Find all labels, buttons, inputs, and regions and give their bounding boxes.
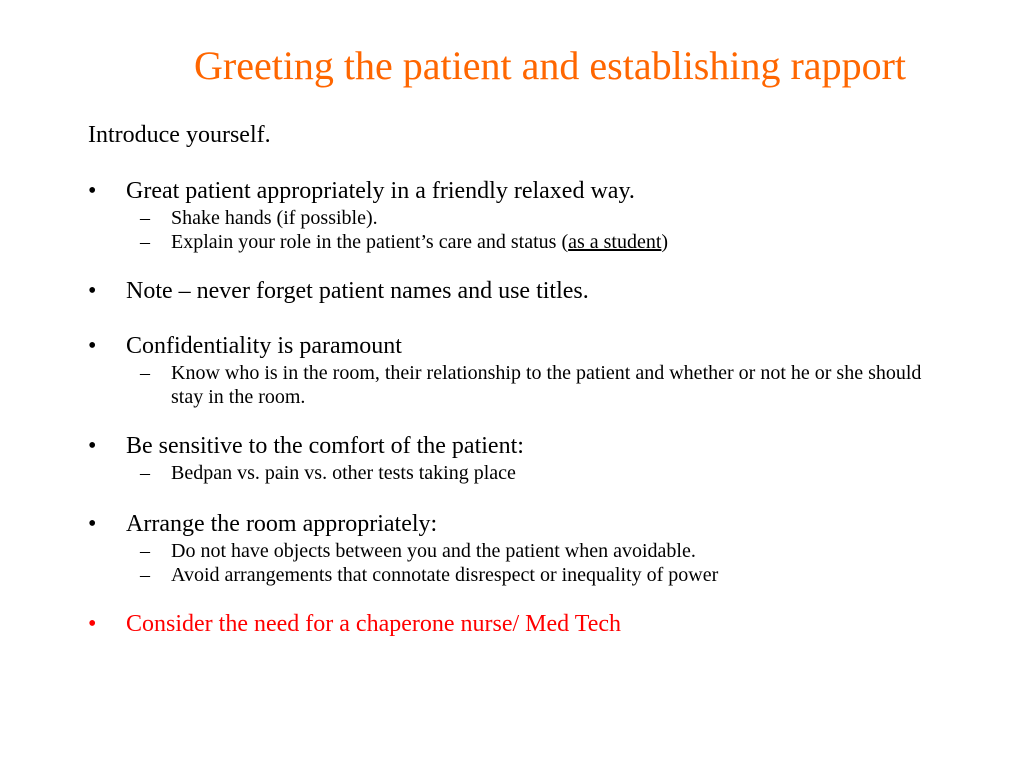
sub-text: Avoid arrangements that connotate disrespect or inequality of power <box>171 564 719 586</box>
bullet-arrange-room <box>88 509 988 587</box>
bullet-confidentiality <box>88 331 988 409</box>
intro-text: Introduce yourself. <box>88 122 271 148</box>
sub-text: Do not have objects between you and the patient when avoidable. <box>171 540 696 562</box>
bullet-marker: • <box>88 611 97 637</box>
bullet-marker: • <box>88 278 97 304</box>
bullet-text: Arrange the room appropriately: <box>126 511 438 537</box>
sub-item <box>88 461 931 485</box>
bullet-text: Great patient appropriately in a friendly relaxed way. <box>126 178 635 204</box>
bullet-text: Consider the need for a chaperone nurse/ Med Tech <box>126 611 622 637</box>
bullet-text: Confidentiality is paramount <box>126 333 402 359</box>
underlined-text: as a student <box>568 231 662 253</box>
sub-marker: – <box>140 362 150 384</box>
sub-item <box>88 230 931 254</box>
sub-marker: – <box>140 462 150 484</box>
sub-marker: – <box>140 207 150 229</box>
sub-text: Know who is in the room, their relationship to the patient and whether or not he or she should stay in the room. <box>171 362 922 408</box>
bullet-names <box>88 276 988 306</box>
bullet-marker: • <box>88 433 97 459</box>
bullet-comfort <box>88 431 988 485</box>
sub-marker: – <box>140 231 150 253</box>
sub-item <box>88 563 931 587</box>
slide-title: Greeting the patient and establishing rapport <box>193 43 906 88</box>
sub-marker: – <box>140 564 150 586</box>
sub-item <box>88 361 931 409</box>
bullet-text: Be sensitive to the comfort of the patient: <box>126 433 524 459</box>
bullet-marker: • <box>88 511 97 537</box>
sub-text: Shake hands (if possible). <box>171 207 378 229</box>
bullet-greet <box>88 176 988 254</box>
sub-text: Bedpan vs. pain vs. other tests taking place <box>171 462 516 484</box>
bullet-marker: • <box>88 178 97 204</box>
bullet-marker: • <box>88 333 97 359</box>
sub-text: Explain your role in the patient’s care and status ( <box>171 231 569 253</box>
bullet-chaperone <box>88 609 988 639</box>
sub-item <box>88 539 931 563</box>
sub-text: ) <box>661 231 669 253</box>
bullet-text: Note – never forget patient names and use titles. <box>126 278 589 304</box>
sub-marker: – <box>140 540 150 562</box>
sub-item <box>88 206 931 230</box>
